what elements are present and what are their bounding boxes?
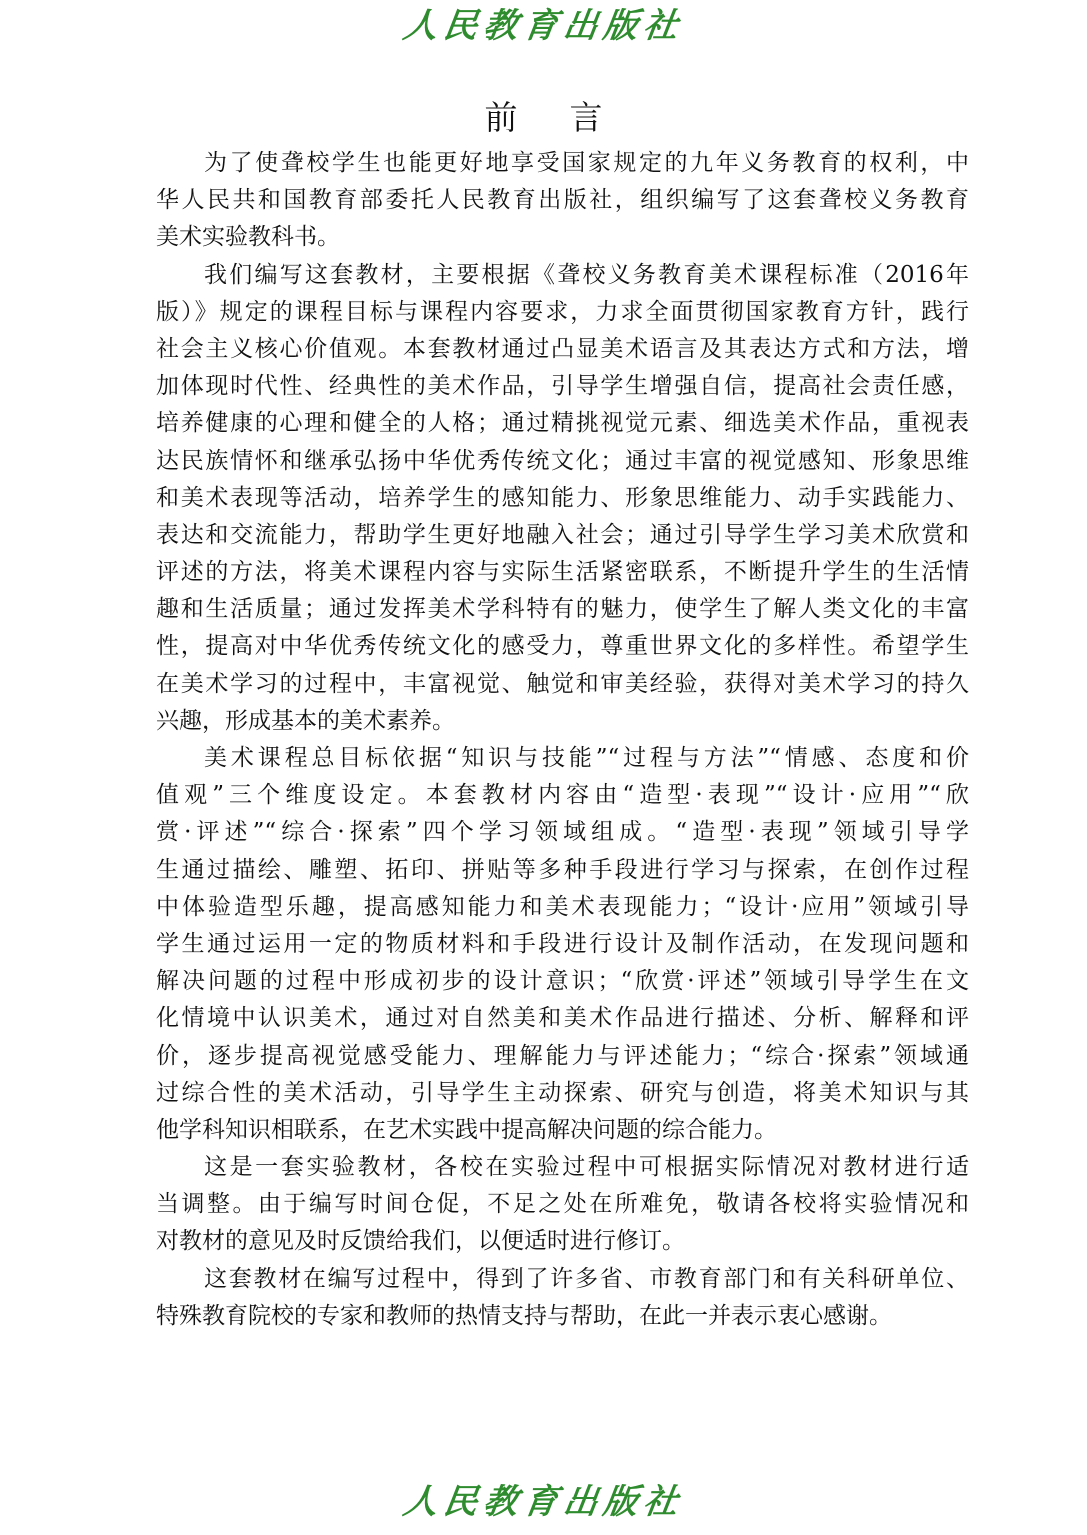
- title-char-1: 前: [484, 98, 518, 138]
- paragraph-2-line: 我们编写这套教材，主要根据《聋校义务教育美术课程标准（2016年: [204, 261, 969, 288]
- paragraph-1-line: 为了使聋校学生也能更好地享受国家规定的九年义务教育的权利，中: [204, 150, 969, 176]
- paragraph-2-line: 性，提高对中华优秀传统文化的感受力，尊重世界文化的多样性。希望学生: [156, 633, 969, 660]
- paragraph-3-line: 学生通过运用一定的物质材料和手段进行设计及制作活动，在发现问题和: [156, 930, 969, 957]
- paragraph-4-line: 这是一套实验教材，各校在实验过程中可根据实际情况对教材进行适: [204, 1154, 969, 1181]
- paragraph-5-line: 特殊教育院校的专家和教师的热情支持与帮助，在此一并表示衷心感谢。: [156, 1302, 892, 1329]
- paragraph-3-line: 价，逐步提高视觉感受能力、理解能力与评述能力；“综合·探索”领域通: [156, 1042, 969, 1069]
- paragraph-3-line: 他学科知识相联系，在艺术实践中提高解决问题的综合能力。: [156, 1116, 777, 1143]
- paragraph-2-line: 趣和生活质量；通过发挥美术学科特有的魅力，使学生了解人类文化的丰富: [156, 596, 969, 623]
- paragraph-3-line: 值观”三个维度设定。本套教材内容由“造型·表现”“设计·应用”“欣: [156, 782, 970, 809]
- paragraph-2-line: 培养健康的心理和健全的人格；通过精挑视觉元素、细选美术作品，重视表: [156, 410, 969, 437]
- paragraph-2-line: 评述的方法，将美术课程内容与实际生活紧密联系，不断提升学生的生活情: [156, 559, 969, 586]
- paragraph-2-line: 兴趣，形成基本的美术素养。: [156, 707, 455, 734]
- paragraph-3-line: 化情境中认识美术，通过对自然美和美术作品进行描述、分析、解释和评: [156, 1005, 969, 1032]
- publisher-logo-header: 人民教育出版社: [400, 6, 687, 46]
- publisher-logo-footer: 人民教育出版社: [400, 1482, 687, 1522]
- paragraph-2-line: 达民族情怀和继承弘扬中华优秀传统文化；通过丰富的视觉感知、形象思维: [156, 447, 969, 474]
- paragraph-2-line: 和美术表现等活动，培养学生的感知能力、形象思维能力、动手实践能力、: [156, 484, 969, 511]
- paragraph-5-line: 这套教材在编写过程中，得到了许多省、市教育部门和有关科研单位、: [204, 1265, 969, 1292]
- paragraph-3-line: 中体验造型乐趣，提高感知能力和美术表现能力；“设计·应用”领域引导: [156, 893, 969, 920]
- preface-body: [156, 145, 969, 1335]
- paragraph-2-line: 表达和交流能力，帮助学生更好地融入社会；通过引导学生学习美术欣赏和: [156, 521, 969, 548]
- title-char-2: 言: [569, 98, 603, 138]
- page-title: [0, 94, 1087, 142]
- paragraph-1-line: 美术实验教科书。: [156, 224, 340, 251]
- paragraph-2-line: 在美术学习的过程中，丰富视觉、触觉和审美经验，获得对美术学习的持久: [156, 670, 969, 697]
- paragraph-3-line: 美术课程总目标依据“知识与技能”“过程与方法”“情感、态度和价: [204, 745, 969, 771]
- paragraph-3-line: 生通过描绘、雕塑、拓印、拼贴等多种手段进行学习与探索，在创作过程: [156, 856, 969, 883]
- paragraph-3-line: 过综合性的美术活动，引导学生主动探索、研究与创造，将美术知识与其: [156, 1079, 969, 1106]
- paragraph-4-line: 对教材的意见及时反馈给我们，以便适时进行修订。: [156, 1228, 685, 1255]
- paragraph-4-line: 当调整。由于编写时间仓促，不足之处在所难免，敬请各校将实验情况和: [156, 1191, 969, 1218]
- paragraph-2-line: 社会主义核心价值观。本套教材通过凸显美术语言及其表达方式和方法，增: [156, 335, 969, 362]
- paragraph-3-line: 赏·评述”“综合·探索”四个学习领域组成。“造型·表现”领域引导学: [156, 819, 969, 846]
- paragraph-1-line: 华人民共和国教育部委托人民教育出版社，组织编写了这套聋校义务教育: [156, 187, 969, 214]
- paragraph-3-line: 解决问题的过程中形成初步的设计意识；“欣赏·评述”领域引导学生在文: [156, 968, 969, 995]
- paragraph-2-line: 版）》规定的课程目标与课程内容要求，力求全面贯彻国家教育方针，践行: [156, 298, 969, 325]
- paragraph-2-line: 加体现时代性、经典性的美术作品，引导学生增强自信，提高社会责任感，: [156, 373, 969, 400]
